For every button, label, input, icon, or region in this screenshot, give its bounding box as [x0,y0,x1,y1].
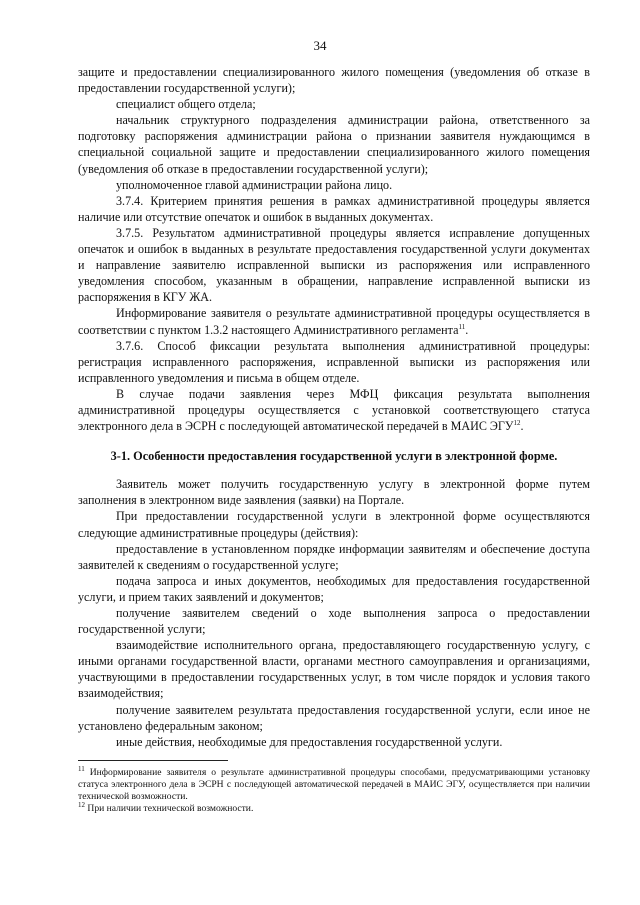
paragraph-text: защите и предоставлении специализированного жилого помещения (уведомления об отказе в предоставлении государственной услуги); [78,65,590,96]
paragraph [78,225,590,305]
page-number: 34 [313,38,327,53]
paragraph [78,541,590,573]
paragraph-text: Информирование заявителя о результате административной процедуры осуществляется в соответствии с пунктом 1.3.2 настоящего Административного регламента [78,306,590,337]
paragraph-text: подача запроса и иных документов, необходимых для предоставления государственной услуги, и прием таких заявлений и документов; [78,573,590,604]
paragraph [78,605,590,637]
paragraph-tail: . [520,419,524,434]
paragraph-text: В случае подачи заявления через МФЦ фиксация результата выполнения административной процедуры осуществляется с установкой соответствующего статуса электронного дела в ЭСРН с последующей автоматической передачей в МАИС ЭГУ [78,386,590,434]
paragraph-text: специалист общего отдела; [116,97,256,112]
paragraph [78,508,590,540]
paragraph-text: получение заявителем сведений о ходе выполнения запроса о предоставлении государственной услуги; [78,606,590,637]
paragraph-text: 3.7.6. Способ фиксации результата выполнения административной процедуры: регистрация исправленного распоряжения, исправленной выписки из распоряжения или исправленного уведомления и письма в общем отделе. [78,338,590,385]
footnote-text: При наличии технической возможности. [85,803,254,814]
paragraph-text: предоставление в установленном порядке информации заявителям и обеспечение доступа заявителей к сведениям о государственной услуге; [78,541,590,572]
document-body [78,64,590,750]
footnote-reference: 11 [458,322,466,331]
paragraph-text: При предоставлении государственной услуги в электронной форме осуществляются следующие административные процедуры (действия): [78,509,590,540]
footnote-number: 12 [78,800,85,809]
paragraph-text: взаимодействие исполнительного органа, предоставляющего государственную услугу, с иными органами государственной власти, органами местного самоуправления и организациями, участвующими в предоставлении государственных услуг, в том числе порядок и условия такого взаимодействия; [78,638,590,701]
paragraph-tail: . [465,322,469,337]
section-3-1-text [78,476,590,750]
footnote [78,764,590,803]
paragraph-text: 3.7.5. Результатом административной процедуры является исправление допущенных опечаток и ошибок в выданных в результате предоставления государственной услуги документах и направление заявителю исправленной выписки из распоряжения или исправленного уведомления способом, указанным в обращении, направление исправленной выписки из распоряжения в КГУ ЖА. [78,225,590,305]
paragraph [78,177,590,193]
footnote [78,800,590,815]
paragraph [78,193,590,225]
paragraph [78,573,590,605]
section-3-7-text [78,64,590,434]
footnote-reference: 12 [513,419,521,428]
paragraph [78,112,590,176]
paragraph [78,96,590,112]
paragraph [78,305,590,337]
paragraph-text: уполномоченное главой администрации района лицо. [116,177,393,192]
paragraph [78,702,590,734]
paragraph [78,64,590,96]
paragraph-text: Заявитель может получить государственную услугу в электронной форме путем заполнения в электронном виде заявления (заявки) на Портале. [78,477,590,508]
footnote-divider [78,760,228,761]
footnote-text: Информирование заявителя о результате административной процедуры способами, предусматривающими установку статуса электронного дела в ЭСРН с последующей автоматической передачей в МАИС ЭГУ, осуществляется при наличии технической возможности. [78,767,590,802]
paragraph-text: 3.7.4. Критерием принятия решения в рамках административной процедуры является наличие или отсутствие опечаток и ошибок в выданных документах. [78,193,590,224]
footnotes [78,764,590,815]
paragraph [78,637,590,701]
paragraph-text: начальник структурного подразделения администрации района, ответственного за подготовку распоряжения администрации района о признании заявителя нуждающимся в специальной социальной защите и предоставлении специализированного жилого помещения (уведомления об отказе в предоставлении государственной услуги); [78,113,590,176]
paragraph [78,338,590,386]
paragraph-text: получение заявителем результата предоставления государственной услуги, если иное не установлено федеральным законом; [78,702,590,733]
footnote-number: 11 [78,764,85,773]
paragraph [78,476,590,508]
section-heading: 3-1. Особенности предоставления государственной услуги в электронной форме. [110,449,558,464]
paragraph [78,734,590,750]
paragraph [78,386,590,434]
paragraph-text: иные действия, необходимые для предоставления государственной услуги. [116,734,503,749]
